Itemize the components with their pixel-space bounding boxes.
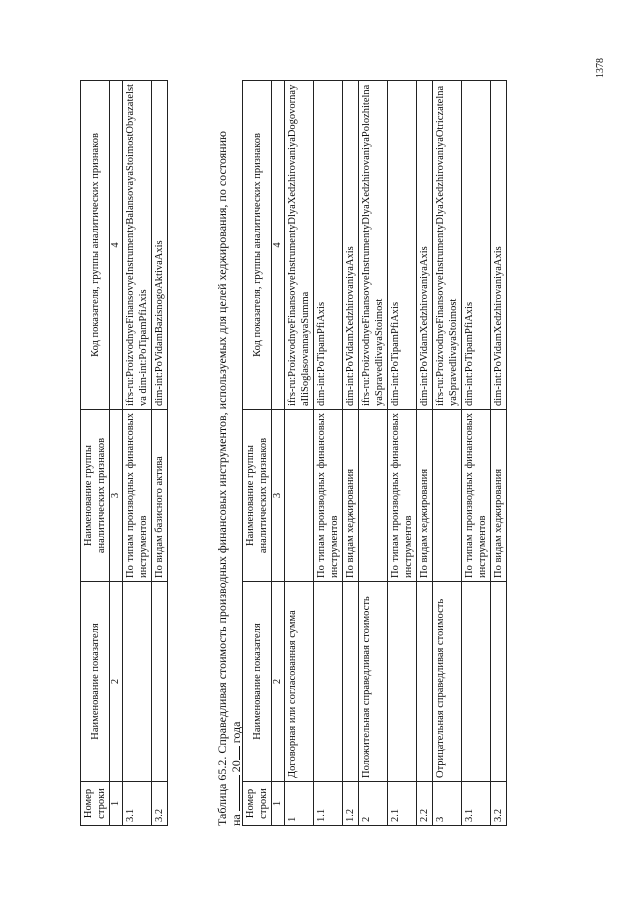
header-group-name: Наименование группы аналитических признаков [81,410,110,582]
date-blank [229,775,240,811]
column-number: 3 [110,410,123,582]
column-number: 2 [272,582,285,782]
table-row [462,81,491,826]
indicator-code: dim-int:PoTipamPfiAxis [388,81,417,410]
continuation-table [80,80,168,826]
row-number: 3.1 [123,782,152,826]
row-number: 1.2 [343,782,359,826]
indicator-name [314,582,343,782]
indicator-name [417,582,433,782]
page-number-text: 1378 [595,58,606,78]
table-row [359,81,388,826]
indicator-name: Положительная справедливая стоимость [359,582,388,782]
table-row [491,81,507,826]
header-code: Код показателя, группы аналитических признаков [243,81,272,410]
header-group-name: Наименование группы аналитических признаков [243,410,272,582]
group-name [433,410,462,582]
column-number: 3 [272,410,285,582]
group-name [123,410,152,582]
indicator-code: dim-int:PoVidamBazisnogoAktivaAxis [152,81,168,410]
group-name-text: По типам производных финансовых инструментов [464,413,488,578]
indicator-code: ifrs-ru:ProizvodnyeFinansovyeInstrumentyDlyaXedzhirovaniyaOtriczatelnayaSpravedlivayaStoimost [433,81,462,410]
header-indicator-name: Наименование показателя [243,582,272,782]
column-number: 4 [110,81,123,410]
indicator-code: dim-int:PoVidamXedzhirovaniyaAxis [343,81,359,410]
table-header-row [81,81,110,826]
header-code: Код показателя, группы аналитических признаков [81,81,110,410]
row-number: 2.1 [388,782,417,826]
indicator-code: dim-int:PoVidamXedzhirovaniyaAxis [491,81,507,410]
indicator-name [388,582,417,782]
group-name: По видам базисного актива [152,410,168,582]
group-name [314,410,343,582]
group-name [359,410,388,582]
indicator-code: ifrs-ru:ProizvodnyeFinansovyeInstrumentyDlyaXedzhirovaniyaDogovornayaIliSoglasovannayaSumma [285,81,314,410]
caption-date-line [229,81,243,826]
indicator-name: Отрицательная справедливая стоимость [433,582,462,782]
table-row [285,81,314,826]
table-row [343,81,359,826]
column-number-row [110,81,123,826]
row-number: 3.1 [462,782,491,826]
header-row-number: Номер строки [81,782,110,826]
indicator-code: dim-int:PoTipamPfiAxis [462,81,491,410]
group-name [388,410,417,582]
table-row [314,81,343,826]
caption-suffix: года [229,721,243,744]
header-indicator-name: Наименование показателя [81,582,110,782]
group-name [462,410,491,582]
indicator-code: ifrs-ru:ProizvodnyeFinansovyeInstrumentyDlyaXedzhirovaniyaPolozhitelnayaSpravedlivayaStoimost [359,81,388,410]
column-number: 1 [110,782,123,826]
indicator-name [152,582,168,782]
column-number: 4 [272,81,285,410]
indicator-name [343,582,359,782]
table-row [417,81,433,826]
hedging-table [242,80,507,826]
indicator-code: dim-int:PoTipamPfiAxis [314,81,343,410]
indicator-code: dim-int:PoVidamXedzhirovaniyaAxis [417,81,433,410]
group-name: По видам хеджирования [343,410,359,582]
indicator-name [462,582,491,782]
indicator-name [123,582,152,782]
caption-title: Таблица 65.2. Справедливая стоимость производных финансовых инструментов, используемых для целей хеджирования, по состоянию [215,131,229,826]
group-name: По видам хеджирования [491,410,507,582]
indicator-code: ifrs-ru:ProizvodnyeFinansovyeInstrumentyBalansovayaStoimostObyazatelstva dim-int:PoTipamPfiAxis [123,81,152,410]
page-number [591,48,611,88]
header-row-number: Номер строки [243,782,272,826]
row-number: 3.2 [152,782,168,826]
row-number: 3 [433,782,462,826]
table-65-2 [242,81,507,826]
table-row [123,81,152,826]
indicator-name: Договорная или согласованная сумма [285,582,314,782]
column-number: 2 [110,582,123,782]
table-row [433,81,462,826]
caption-year: 20 [229,760,243,773]
column-number-row [272,81,285,826]
indicator-name [491,582,507,782]
column-number: 1 [272,782,285,826]
group-name-text: По типам производных финансовых инструментов [390,413,414,578]
group-name: По видам хеджирования [417,410,433,582]
row-number: 2.2 [417,782,433,826]
row-number: 2 [359,782,388,826]
caption-prefix: на [229,814,243,826]
year-blank [229,746,240,760]
group-name [285,410,314,582]
group-name-text: По типам производных финансовых инструментов [125,413,149,578]
row-number: 1 [285,782,314,826]
table-continuation [80,81,168,826]
row-number: 3.2 [491,782,507,826]
table-header-row [243,81,272,826]
table-row [388,81,417,826]
table-caption [215,81,243,826]
row-number: 1.1 [314,782,343,826]
table-row [152,81,168,826]
group-name-text: По типам производных финансовых инструментов [316,413,340,578]
